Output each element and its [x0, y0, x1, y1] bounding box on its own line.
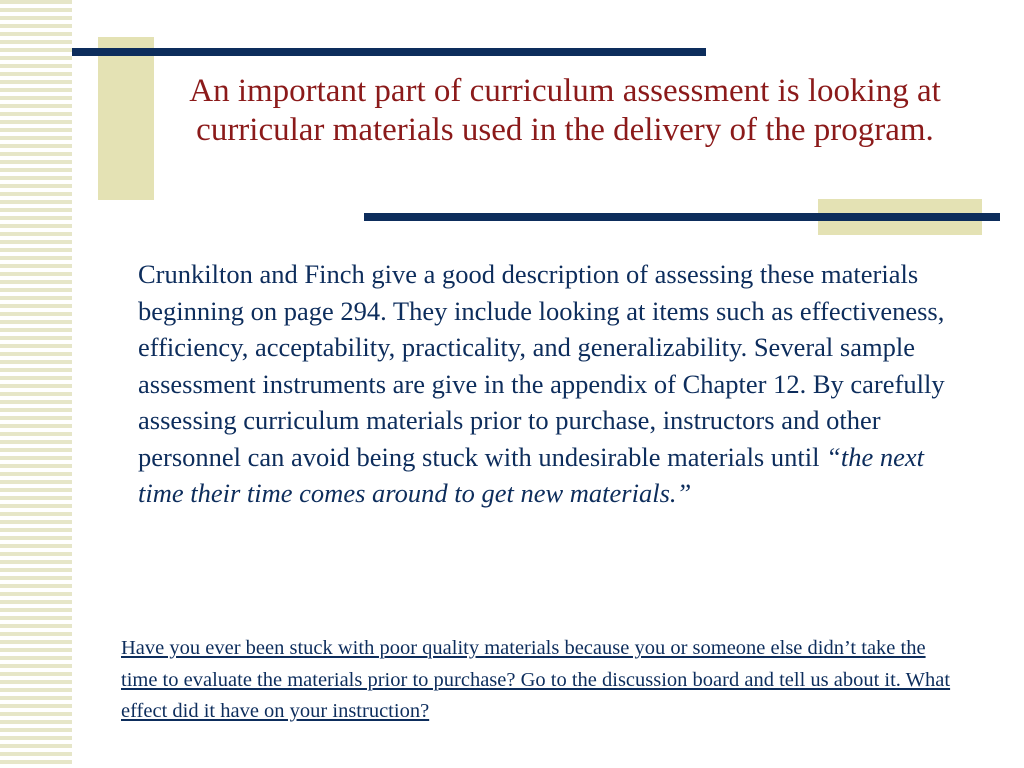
- decorative-bar-bottom: [364, 213, 1000, 221]
- body-quote: “the next time their time comes around to get new materials.”: [138, 441, 924, 508]
- slide-title: An important part of curriculum assessment is looking at curricular materials used in the delivery of the program.: [189, 73, 941, 148]
- decorative-block-top: [98, 37, 154, 200]
- decorative-stripes: [0, 0, 72, 768]
- discussion-link[interactable]: Have you ever been stuck with poor quality materials because you or someone else didn’t take the time to evaluate the materials prior to purchase? Go to the discussion board and tell us about it. What effect did it have on your instruction?: [121, 637, 951, 722]
- body-paragraph: [138, 256, 968, 512]
- decorative-bar-top: [72, 48, 706, 56]
- body-text: Crunkilton and Finch give a good description of assessing these materials beginning on page 294. They include looking at items such as effectiveness, efficiency, acceptability, practicality, and generalizability. Several sample assessment instruments are give in the appendix of Chapter 12. By carefully assessing curriculum materials prior to purchase, instructors and other personnel can avoid being stuck with undesirable materials until: [138, 259, 945, 472]
